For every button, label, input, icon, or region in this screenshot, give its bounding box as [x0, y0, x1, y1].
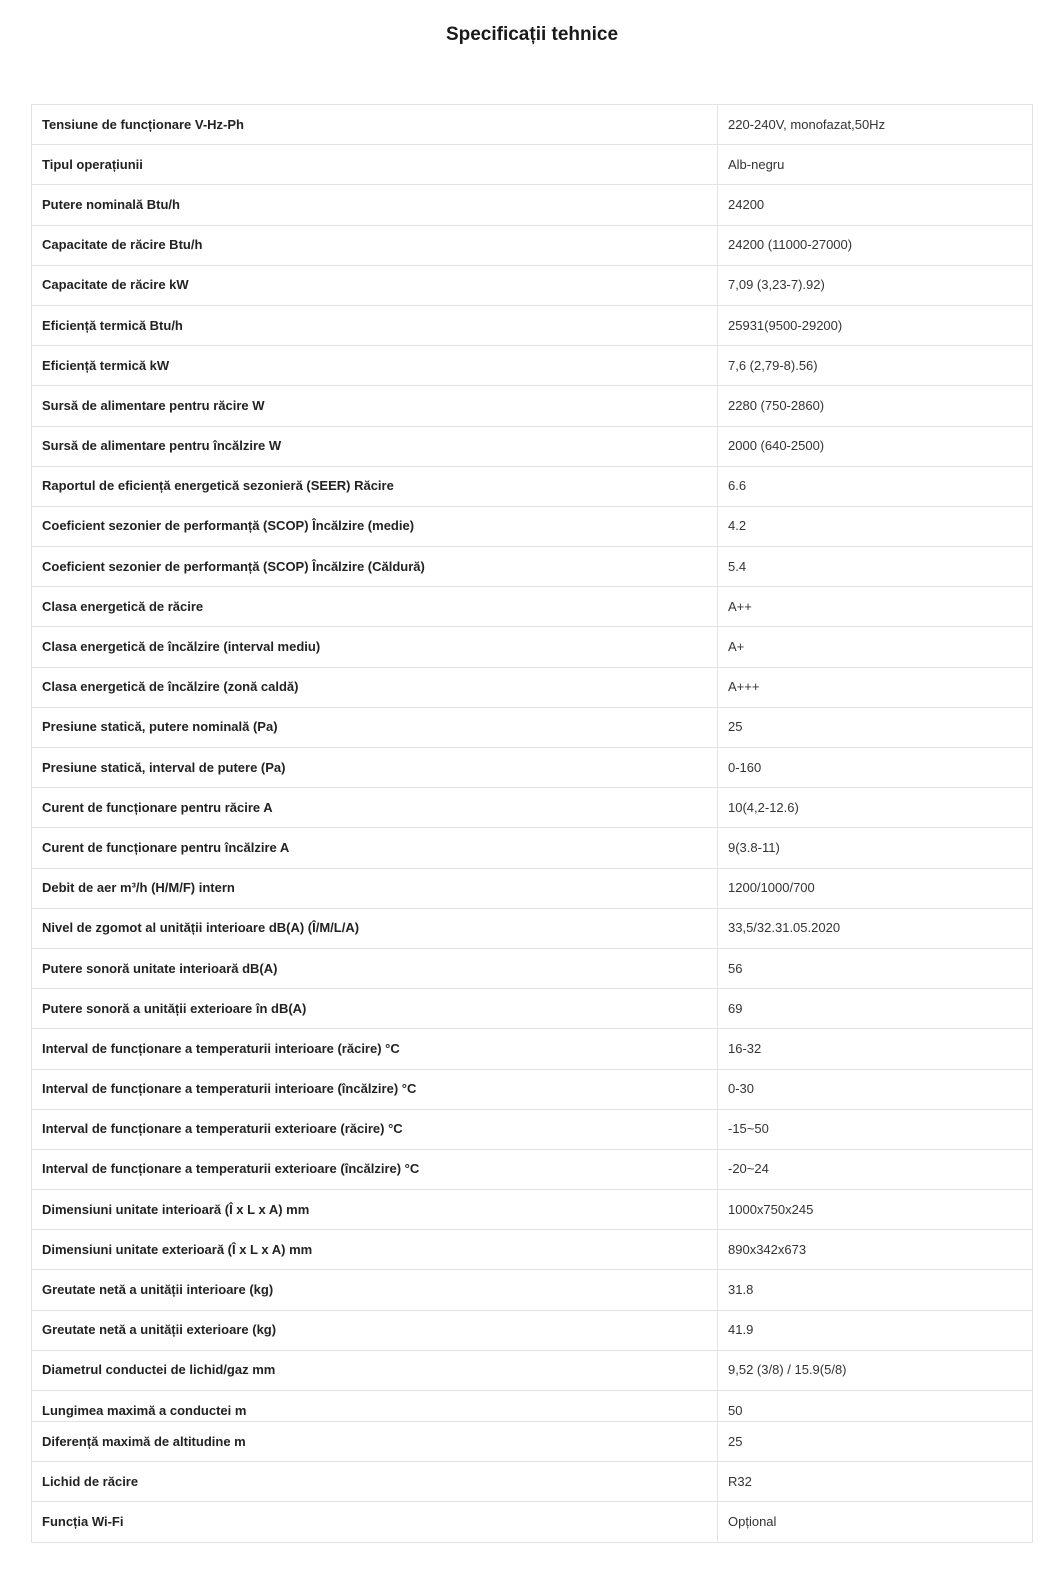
spec-value: 220-240V, monofazat,50Hz [718, 105, 1033, 145]
spec-label: Debit de aer m³/h (H/M/F) intern [32, 868, 718, 908]
spec-value: 9(3.8-11) [718, 828, 1033, 868]
spec-label: Clasa energetică de încălzire (zonă caldă) [32, 667, 718, 707]
spec-value: 2280 (750-2860) [718, 386, 1033, 426]
spec-label: Dimensiuni unitate interioară (Î x L x A) mm [32, 1190, 718, 1230]
table-row [32, 788, 1033, 828]
table-row [32, 506, 1033, 546]
spec-value: 25 [718, 1422, 1033, 1462]
table-row [32, 1230, 1033, 1270]
table-row [32, 948, 1033, 988]
table-row [32, 1069, 1033, 1109]
table-row [32, 989, 1033, 1029]
spec-value: R32 [718, 1462, 1033, 1502]
spec-label: Greutate netă a unității exterioare (kg) [32, 1310, 718, 1350]
table-row [32, 1270, 1033, 1310]
table-row [32, 265, 1033, 305]
spec-label: Clasa energetică de răcire [32, 587, 718, 627]
table-row [32, 426, 1033, 466]
table-row [32, 1190, 1033, 1230]
spec-label: Tipul operațiunii [32, 145, 718, 185]
table-row [32, 748, 1033, 788]
spec-value: 9,52 (3/8) / 15.9(5/8) [718, 1350, 1033, 1390]
spec-value: A+++ [718, 667, 1033, 707]
spec-value: 56 [718, 948, 1033, 988]
table-row [32, 185, 1033, 225]
table-row [32, 386, 1033, 426]
spec-label: Greutate netă a unității interioare (kg) [32, 1270, 718, 1310]
spec-value: 24200 (11000-27000) [718, 225, 1033, 265]
spec-value: 7,6 (2,79-8).56) [718, 346, 1033, 386]
spec-label: Dimensiuni unitate exterioară (Î x L x A) mm [32, 1230, 718, 1270]
table-row [32, 547, 1033, 587]
spec-label: Clasa energetică de încălzire (interval mediu) [32, 627, 718, 667]
table-row [32, 707, 1033, 747]
spec-value: A++ [718, 587, 1033, 627]
spec-label: Curent de funcționare pentru răcire A [32, 788, 718, 828]
table-row [32, 828, 1033, 868]
spec-value: 2000 (640-2500) [718, 426, 1033, 466]
spec-value: 25 [718, 707, 1033, 747]
spec-label: Presiune statică, interval de putere (Pa) [32, 748, 718, 788]
spec-value: 890x342x673 [718, 1230, 1033, 1270]
spec-label: Capacitate de răcire kW [32, 265, 718, 305]
table-row [32, 1502, 1033, 1542]
table-row [32, 1029, 1033, 1069]
spec-label: Tensiune de funcționare V-Hz-Ph [32, 105, 718, 145]
spec-label: Sursă de alimentare pentru răcire W [32, 386, 718, 426]
table-row [32, 1310, 1033, 1350]
spec-value: 4.2 [718, 506, 1033, 546]
spec-label: Coeficient sezonier de performanță (SCOP) Încălzire (Căldură) [32, 547, 718, 587]
spec-label: Eficiență termică kW [32, 346, 718, 386]
spec-value: 5.4 [718, 547, 1033, 587]
spec-value: 1200/1000/700 [718, 868, 1033, 908]
spec-label: Presiune statică, putere nominală (Pa) [32, 707, 718, 747]
table-row [32, 105, 1033, 145]
spec-label: Putere sonoră unitate interioară dB(A) [32, 948, 718, 988]
spec-label: Interval de funcționare a temperaturii interioare (răcire) °C [32, 1029, 718, 1069]
spec-value: 6.6 [718, 466, 1033, 506]
spec-label: Nivel de zgomot al unității interioare dB(A) (Î/M/L/A) [32, 908, 718, 948]
spec-label: Putere sonoră a unității exterioare în dB(A) [32, 989, 718, 1029]
spec-value: 0-30 [718, 1069, 1033, 1109]
spec-value: 16-32 [718, 1029, 1033, 1069]
spec-label: Funcția Wi-Fi [32, 1502, 718, 1542]
table-row [32, 305, 1033, 345]
table-row [32, 1109, 1033, 1149]
table-row [32, 1422, 1033, 1462]
spec-label: Sursă de alimentare pentru încălzire W [32, 426, 718, 466]
spec-value: 69 [718, 989, 1033, 1029]
table-row [32, 1391, 1033, 1422]
spec-label: Curent de funcționare pentru încălzire A [32, 828, 718, 868]
spec-label: Coeficient sezonier de performanță (SCOP) Încălzire (medie) [32, 506, 718, 546]
spec-label: Diferență maximă de altitudine m [32, 1422, 718, 1462]
spec-value: -15~50 [718, 1109, 1033, 1149]
spec-label: Raportul de eficiență energetică sezonieră (SEER) Răcire [32, 466, 718, 506]
spec-value: 0-160 [718, 748, 1033, 788]
table-row [32, 627, 1033, 667]
table-row [32, 908, 1033, 948]
spec-label: Interval de funcționare a temperaturii exterioare (răcire) °C [32, 1109, 718, 1149]
spec-label: Lichid de răcire [32, 1462, 718, 1502]
page-title: Specificații tehnice [445, 24, 619, 45]
spec-value: 10(4,2-12.6) [718, 788, 1033, 828]
spec-value: Alb-negru [718, 145, 1033, 185]
spec-value: A+ [718, 627, 1033, 667]
spec-value: 1000x750x245 [718, 1190, 1033, 1230]
spec-label: Interval de funcționare a temperaturii exterioare (încălzire) °C [32, 1149, 718, 1189]
spec-table [31, 104, 1033, 1543]
spec-value: 7,09 (3,23-7).92) [718, 265, 1033, 305]
spec-value: 31.8 [718, 1270, 1033, 1310]
spec-label: Capacitate de răcire Btu/h [32, 225, 718, 265]
table-row [32, 145, 1033, 185]
spec-value: Opțional [718, 1502, 1033, 1542]
spec-label: Putere nominală Btu/h [32, 185, 718, 225]
spec-label: Interval de funcționare a temperaturii interioare (încălzire) °C [32, 1069, 718, 1109]
spec-value: 33,5/32.31.05.2020 [718, 908, 1033, 948]
spec-value: 24200 [718, 185, 1033, 225]
table-row [32, 346, 1033, 386]
table-row [32, 225, 1033, 265]
table-row [32, 1350, 1033, 1390]
table-row [32, 466, 1033, 506]
table-row [32, 587, 1033, 627]
spec-value: 25931(9500-29200) [718, 305, 1033, 345]
spec-value: 41.9 [718, 1310, 1033, 1350]
spec-value: 50 [718, 1391, 1033, 1422]
table-row [32, 1149, 1033, 1189]
table-row [32, 1462, 1033, 1502]
spec-value: -20~24 [718, 1149, 1033, 1189]
spec-label: Diametrul conductei de lichid/gaz mm [32, 1350, 718, 1390]
table-row [32, 868, 1033, 908]
spec-label: Eficiență termică Btu/h [32, 305, 718, 345]
table-row [32, 667, 1033, 707]
spec-label: Lungimea maximă a conductei m [32, 1391, 718, 1422]
